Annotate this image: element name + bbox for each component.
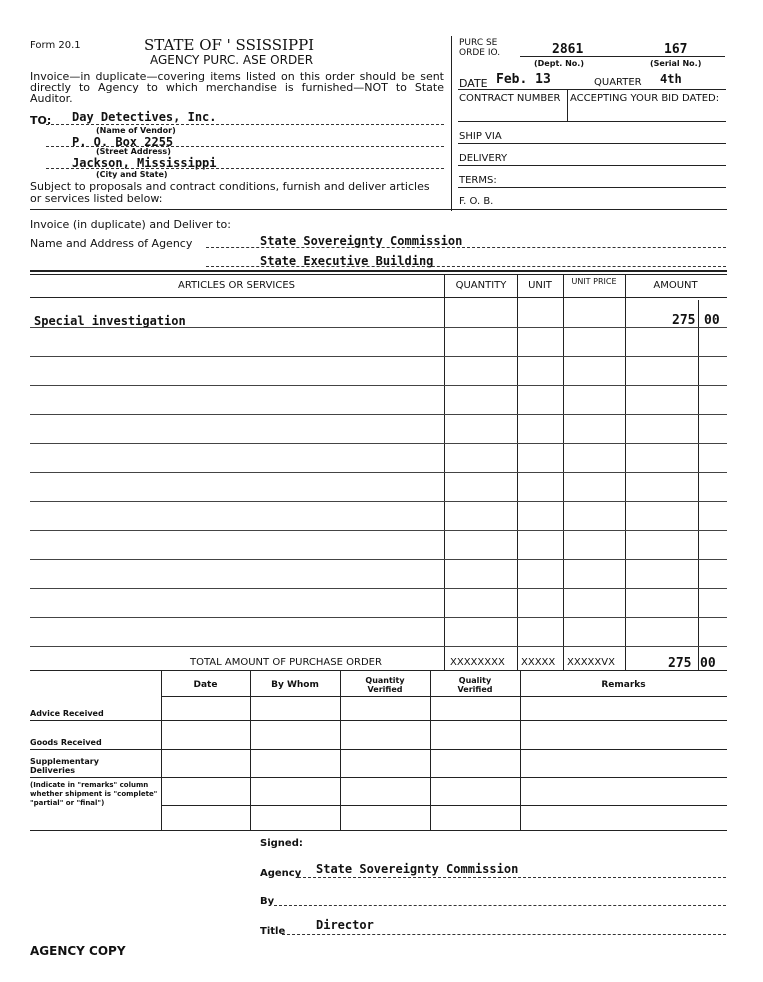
form-title: AGENCY PURC. ASE ORDER	[150, 53, 314, 67]
ruled-line	[30, 501, 727, 502]
ruled-line	[30, 646, 727, 647]
delivery-label: DELIVERY	[459, 153, 508, 164]
agency-address-value: State Executive Building	[260, 254, 434, 268]
delivery-status-note: (Indicate in "remarks" column whether shipment is "complete" "partial" or "final")	[30, 781, 158, 807]
ruled-line	[30, 559, 727, 560]
total-amount-dollars: 275	[668, 656, 692, 671]
ship-via-label: SHIP VIA	[459, 131, 502, 142]
ruled-line	[30, 414, 727, 415]
vendor-city-caption: (City and State)	[96, 170, 168, 179]
quarter-label: QUARTER	[594, 77, 642, 88]
sig-title-label: Title	[260, 926, 286, 937]
serial-number: 167	[664, 42, 688, 57]
total-unit-xs: XXXXX	[521, 657, 556, 668]
invoice-instructions: Invoice—in duplicate—covering items listed on this order should be sent directly to Agency to which merchandise is furnished—NOT to State Auditor.	[30, 70, 444, 105]
unit-price-header: UNIT PRICE	[571, 277, 617, 286]
sig-title-value: Director	[316, 918, 374, 932]
ruled-line	[30, 356, 727, 357]
amount-header: AMOUNT	[653, 280, 698, 291]
agency-copy-label: AGENCY COPY	[30, 944, 126, 958]
quantity-header: QUANTITY	[455, 280, 507, 291]
quarter-value: 4th	[660, 72, 682, 86]
date-value: Feb. 13	[496, 72, 551, 87]
ruled-line	[30, 472, 727, 473]
sig-by-label: By	[260, 896, 275, 907]
form-number: Form 20.1	[30, 40, 81, 51]
fob-label: F. O. B.	[459, 196, 494, 207]
vendor-street-caption: (Street Address)	[96, 147, 171, 156]
quantity-verified-header: Quantity Verified	[365, 676, 405, 694]
accepting-bid-label: ACCEPTING YOUR BID DATED:	[570, 93, 720, 104]
to-label: TO:	[30, 114, 52, 127]
item-amount-cents: 00	[704, 313, 720, 328]
signed-label: Signed:	[260, 838, 303, 849]
subject-text: Subject to proposals and contract conditions, furnish and deliver articles or services listed below:	[30, 180, 430, 205]
sig-agency-label: Agency	[260, 868, 302, 879]
by-whom-col-header: By Whom	[271, 680, 319, 690]
vendor-street: P. O. Box 2255	[72, 135, 174, 149]
agency-name-value: State Sovereignty Commission	[260, 234, 463, 248]
state-heading: STATE OF ' SSISSIPPI	[144, 36, 315, 54]
date-col-header: Date	[193, 680, 218, 690]
date-label: DATE	[459, 77, 488, 90]
vendor-name: Day Detectives, Inc.	[72, 110, 217, 124]
vendor-name-caption: (Name of Vendor)	[96, 126, 176, 135]
serial-caption: (Serial No.)	[650, 59, 702, 68]
item-description: Special investigation	[34, 314, 186, 328]
contract-number-label: CONTRACT NUMBER	[459, 93, 561, 104]
advice-received-label: Advice Received	[30, 709, 104, 718]
ruled-line	[30, 385, 727, 386]
ruled-line	[30, 588, 727, 589]
sig-agency-value: State Sovereignty Commission	[316, 862, 519, 876]
deliver-to-label: Invoice (in duplicate) and Deliver to:	[30, 218, 231, 231]
ruled-line	[30, 443, 727, 444]
ruled-line	[30, 327, 727, 328]
supplementary-deliveries-label: Supplementary Deliveries	[30, 757, 99, 775]
dept-caption: (Dept. No.)	[534, 59, 584, 68]
vendor-city: Jackson, Mississippi	[72, 156, 217, 170]
unit-header: UNIT	[528, 280, 552, 291]
ruled-line	[30, 617, 727, 618]
articles-header: ARTICLES OR SERVICES	[177, 280, 296, 291]
quality-verified-header: Quality Verified	[457, 676, 493, 694]
dept-number: 2861	[552, 42, 584, 57]
total-label: TOTAL AMOUNT OF PURCHASE ORDER	[190, 657, 382, 668]
goods-received-label: Goods Received	[30, 738, 102, 747]
total-amount-cents: 00	[700, 656, 716, 671]
remarks-col-header: Remarks	[601, 680, 646, 690]
total-quantity-xs: XXXXXXXX	[450, 657, 505, 668]
item-amount-dollars: 275	[672, 313, 696, 328]
total-unit-price-xs: XXXXXVX	[567, 657, 615, 668]
ruled-line	[30, 530, 727, 531]
po-label: PURC SE ORDE IO.	[459, 38, 501, 58]
terms-label: TERMS:	[459, 175, 497, 186]
agency-name-label: Name and Address of Agency	[30, 237, 193, 250]
